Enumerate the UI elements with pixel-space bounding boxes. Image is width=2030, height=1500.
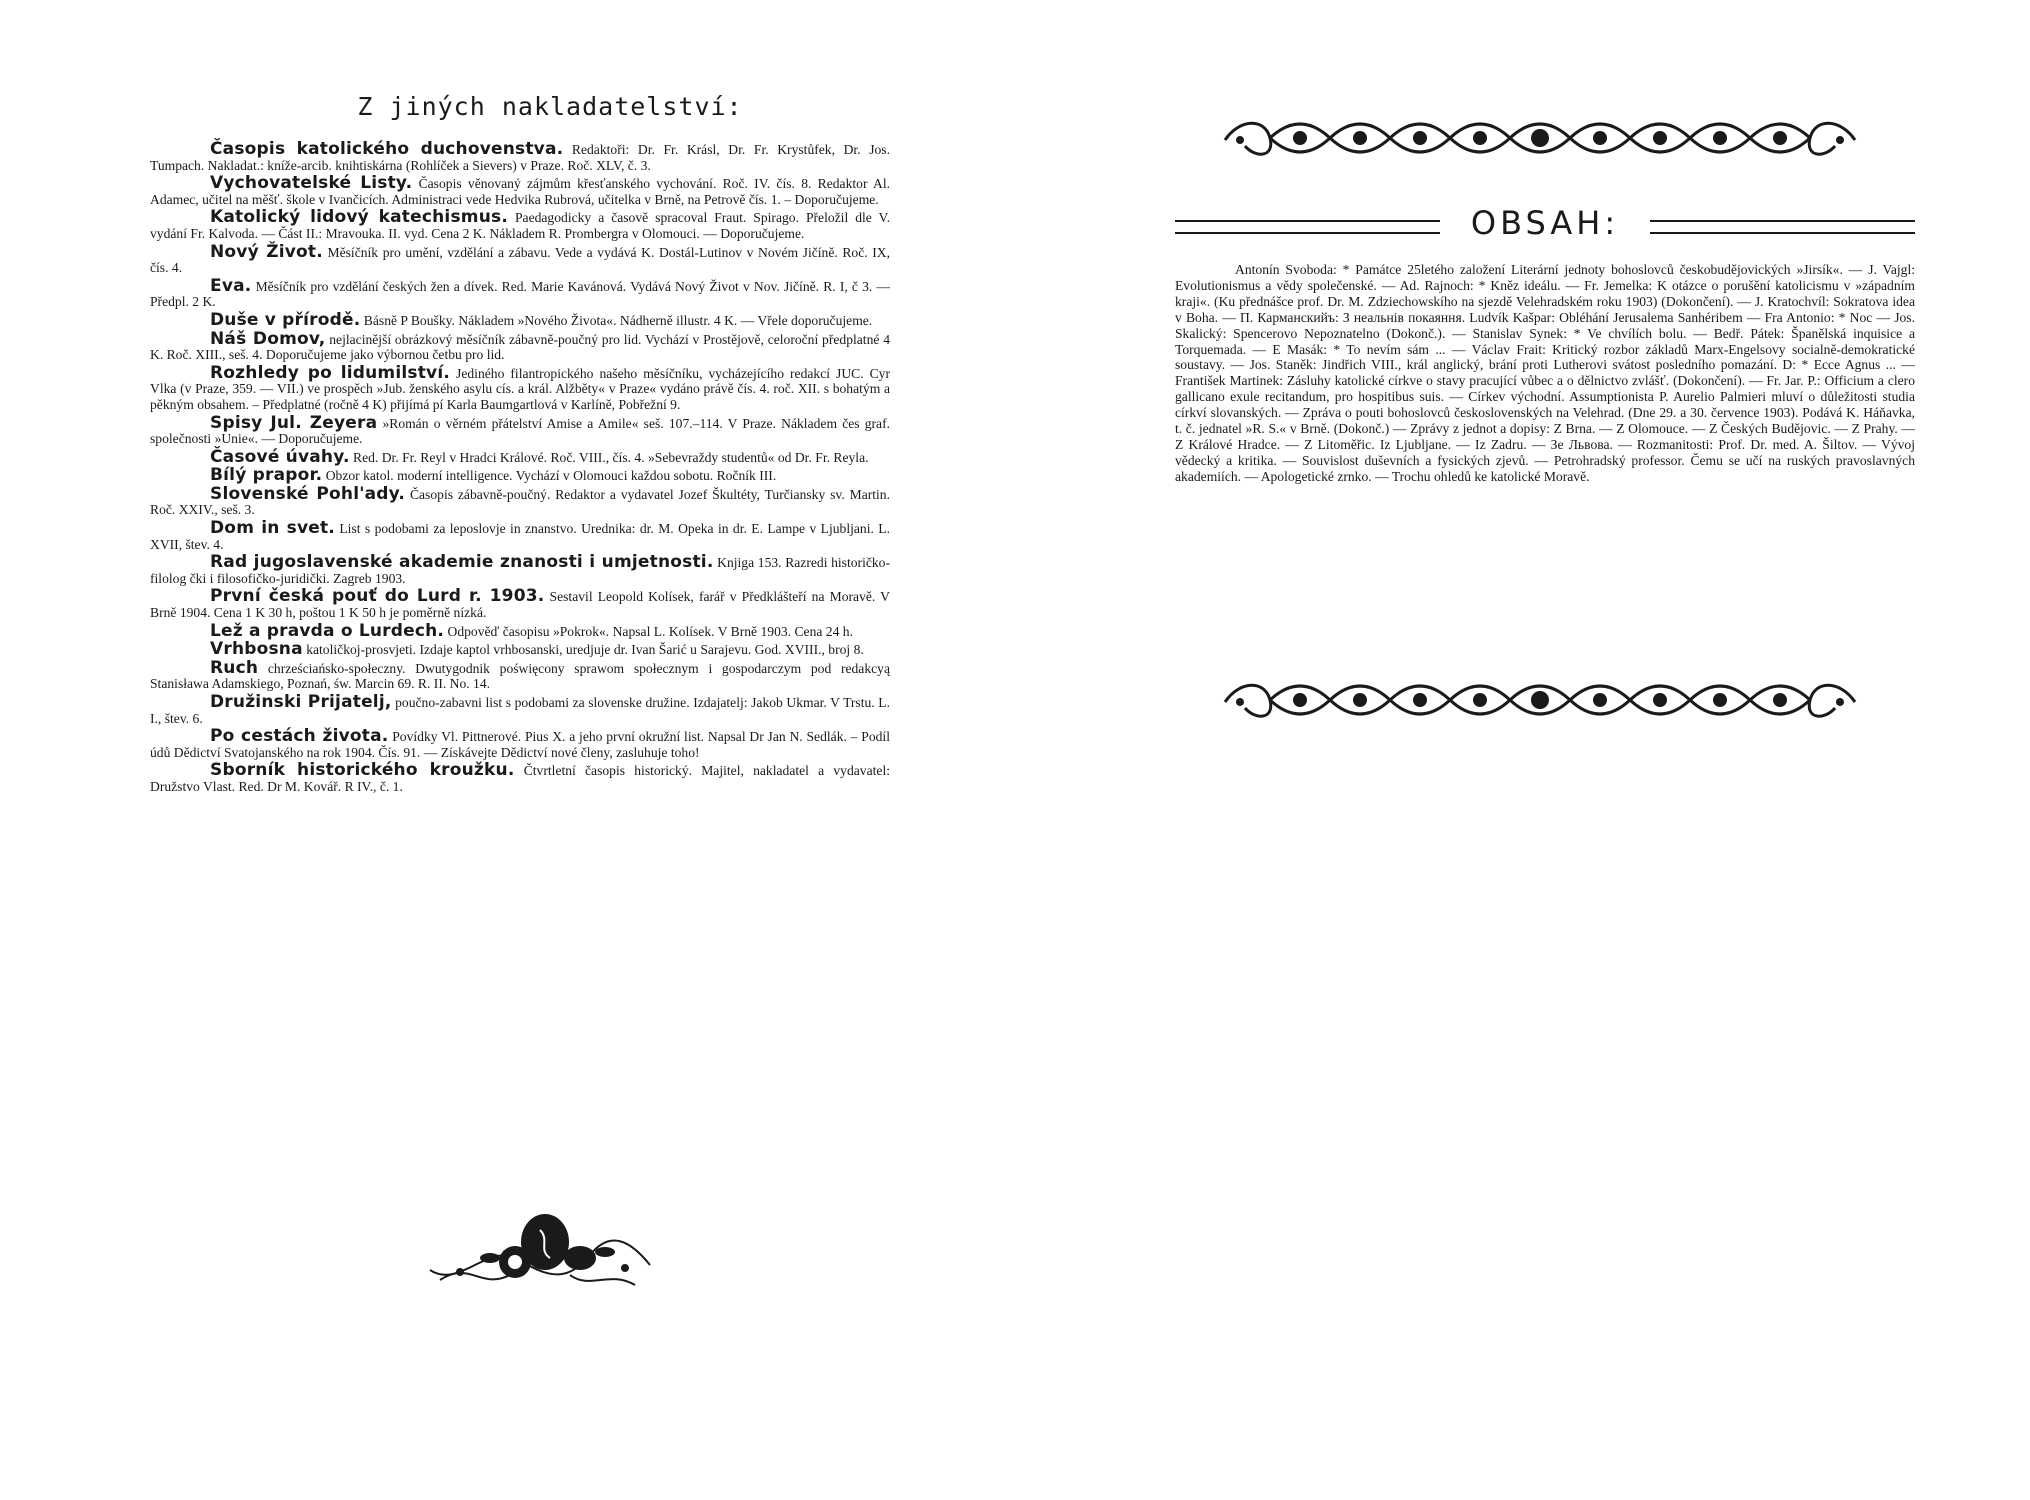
entry-text: Redaktoři: Dr. Fr. Krásl, Dr. Fr. Krystůfek, Dr. Jos. Tumpach. Nakladat.: kníže-arcib. knihtiskárna (Rohlíček a Sievers) v Praze. Roč. XLV, č. 3. <box>150 142 890 173</box>
entry-title: Duše v přírodě. <box>210 309 361 330</box>
entry-text: katoličkoj-prosvjeti. Izdaje kaptol vrhbosanski, uredjuje dr. Ivan Šarić u Sarajevu. God. XVIII., broj 8. <box>306 642 864 658</box>
entry-text: Red. Dr. Fr. Reyl v Hradci Králové. Roč. VIII., čís. 4. »Sebevraždy studentů« od Dr. Fr. Reyla. <box>353 449 869 465</box>
list-item <box>150 465 890 486</box>
list-item <box>150 692 890 726</box>
entry-title: Po cestách života. <box>210 726 389 747</box>
entry-title: Vychovatelské Listy. <box>210 173 413 194</box>
list-item <box>150 639 890 660</box>
list-item <box>150 446 890 467</box>
entry-text: Časopis zábavně-poučný. Redaktor a vydavatel Jozef Škultéty, Turčiansky sv. Martin. Roč. XXIV., seš. 3. <box>150 486 891 518</box>
list-item <box>150 207 890 241</box>
entry-text: Jediného filantropického našeho měsíčníku, vycházejícího redakcí JUC. Cyr Vlka (v Praze, 359. — VII.) ve prospěch »Jub. ženského asylu cís. a král. Alžběty« v Praze« vydáno právě čís. 4. roč. XII. s bohatým a pěkným obsahem. – Předplatné (ročně 4 K) přijímá pí Karla Baumgartlová v Karlíně, Pobřežní 9. <box>150 365 891 412</box>
entry-text: Odpověď časopisu »Pokrok«. Napsal L. Kolísek. V Brně 1903. Cena 24 h. <box>447 623 853 639</box>
entry-text: Obzor katol. moderní intelligence. Vychází v Olomouci každou sobotu. Ročník III. <box>325 468 777 484</box>
entry-title: Katolický lidový katechismus. <box>210 207 508 228</box>
entry-title: Eva. <box>210 275 252 296</box>
publication-list <box>150 139 891 798</box>
contents-body: Antonín Svoboda: * Památce 25letého založení Literární jednoty bohoslovců českobudějovických »Jirsík«. — J. Vajgl: Evolutionismus a vědy společenské. — Ad. Rajnoch: * Kněz ideálu. — Fr. Jemelka: K otázce o porušění katolicismu v »západním kraji«. (Ku přednášce prof. Dr. M. Zdziechowskího na sjezdě Velehradském roku 1903) (Dokončení). — J. Kratochvíl: Sokratova idea v Boha. — П. Карманскийъ: З неальнів покаяння. Ludvík Kašpar: Obléhání Jerusalema Sanhéribem — Fra Antonio: * Noc — Jos. Skalický: Spencerovo Nepoznatelno (Dokonč.). — Stanislav Synek: * Ve chvílích bolu. — Bedř. Pátek: Španělská inquisice a Torquemada. — E Masák: * To nevím sám ... — Václav Frait: Kritický rozbor základů Marx-Engelsovy socialně-demokratické soustavy. — Jos. Staněk: Jindřich VIII., král anglický, brání proti Lutherovi svátost posledního pomazání. D: * Ecce Agnus ... — František Martinek: Zásluhy katolické církve o stavy pracující vůbec a o dělnictvo zvlášť. (Dokončení). — Fr. Jar. P.: Officium a clero gallicano exule recitandum, pro hospitibus suis. — Církev východní. Assumptionista P. Aurelio Palmieri mluví o důležitosti studia církví slovanských. — Zpráva o pouti bohoslovců československých na Velehrad. (Dne 29. a 30. července 1903). Podává K. Háňavka, t. č. jednatel »R. S.« v Brně. (Dokonč.) — Zprávy z jednot a dopisy: Z Brna. — Z Olomouce. — Z Českých Budějovic. — Z Prahy. — Z Králové Hradce. — Z Litoměřic. Iz Ljubljane. — Iz Zadru. — Зе Львова. — Rozmanitosti: Prof. Dr. med. A. Šiltov. — Vývoj vědecký a kritika. — Souvislost duševních a fysických zjevů. — Petrohradský professor. Čemu se učí na ruských pravoslavných akademiích. — Apologetické zrnko. — Trochu ohledů ke katolické Moravě. <box>1175 262 1915 484</box>
ornament-band-icon <box>1210 98 1870 178</box>
list-item <box>150 309 890 330</box>
list-item <box>150 275 891 310</box>
divider <box>1175 220 1440 234</box>
entry-title: Sborník historického kroužku. <box>210 760 515 781</box>
entry-text: Povídky Vl. Pittnerové. Pius X. a jeho první okružní list. Napsal Dr Jan N. Sedlák. – Podíl údů Dědictví Svatojanského na rok 1904. Čís. 91. — Získávejte Dědictví nové členy, zasluhuje toho! <box>150 729 890 760</box>
entry-title: První česká pouť do Lurd r. 1903. <box>210 586 545 607</box>
list-item <box>150 620 890 641</box>
page-title: Z jiných nakladatelství: <box>357 92 743 121</box>
contents-title: OBSAH: <box>1470 204 1620 242</box>
list-item <box>150 328 890 363</box>
entry-title: Nový Život. <box>210 241 323 262</box>
list-item <box>150 483 891 518</box>
entry-text: Čtvrtletní časopis historický. Majitel, nakladatel a vydavatel: Družstvo Vlast. Red. Dr M. Kovář. R IV., č. 1. <box>150 763 890 794</box>
entry-title: Dom in svet. <box>210 518 335 539</box>
entry-text: Měsíčník pro umění, vzdělání a zábavu. Vede a vydává K. Dostál-Lutinov v Novém Jičíně. Roč. IX, čís. 4. <box>150 244 890 276</box>
list-item <box>150 139 890 173</box>
right-page <box>1015 0 2030 1500</box>
list-item <box>150 586 890 621</box>
list-item <box>150 241 890 276</box>
entry-text: nejlacinější obrázkový měsíčník zábavně-poučný pro lid. Vychází v Prostějově, celoroční předplatné 4 K. Roč. XIII., seš. 4. Doporučujeme jako výbornou četbu pro lid. <box>150 331 890 363</box>
entry-text: Měsíčník pro vzdělání českých žen a dívek. Red. Marie Kavánová. Vydává Nový Život v Nov. Jičíně. R. I, č 3. — Předpl. 2 K. <box>150 278 891 310</box>
list-item <box>150 518 890 552</box>
entry-title: Časové úvahy. <box>210 446 350 467</box>
entry-title: Náš Domov, <box>210 328 326 349</box>
entry-title: Spisy Jul. Zeyera <box>210 412 378 433</box>
entry-title: Ruch <box>210 657 259 678</box>
entry-title: Slovenské Pohl'ady. <box>210 483 406 504</box>
list-item <box>150 173 890 207</box>
entry-text: Paedagodicky a časově spracoval Fraut. Spirago. Přeložil dle V. vydání Fr. Kalvoda. — Část II.: Mravouka. II. vyd. Cena 2 K. Nákladem R. Prombergra v Olomouci. — Doporučujeme. <box>150 210 890 241</box>
list-item <box>150 552 890 586</box>
entry-text: Sestavil Leopold Kolísek, farář v Předklášteří na Moravě. V Brně 1904. Cena 1 K 30 h, poštou 1 K 50 h je poměrně nízká. <box>150 589 890 621</box>
entry-title: Časopis katolického duchovenstva. <box>210 139 564 159</box>
entry-title: Lež a pravda o Lurdech. <box>210 620 445 641</box>
entry-title: Rad jugoslavenské akademie znanosti i umjetnosti. <box>210 552 714 573</box>
entry-text: poučno-zabavni list s podobami za slovenske družine. Izdajatelj: Jakob Ukmar. V Trstu. L. I., štev. 6. <box>150 695 890 726</box>
entry-text: Časopis věnovaný zájmům křesťanského vychování. Roč. IV. čís. 8. Redaktor Al. Adamec, učitel na měšť. škole v Ivančicích. Administraci vede Hedvika Rubrová, učitelka v Brně, na Petrově čís. 1. – Doporučujeme. <box>150 176 890 207</box>
list-item <box>150 412 891 447</box>
entry-title: Družinski Prijatelj, <box>210 692 392 712</box>
list-item <box>150 362 891 413</box>
entry-text: Knjiga 153. Razredi historičko-filolog čki i filosofičko-juridički. Zagreb 1903. <box>150 555 890 586</box>
entry-text: List s podobami za leposlovje in znanstvo. Urednika: dr. M. Opeka in dr. E. Lampe v Ljubljani. L. XVII, štev. 4. <box>150 521 890 552</box>
ornament-band-icon <box>1210 660 1870 740</box>
entry-text: Básně P Boušky. Nákladem »Nového Života«. Nádherně illustr. 4 K. — Vřele doporučujeme. <box>363 312 873 328</box>
entry-text: chrześciańsko-społeczny. Dwutygodnik poświęcony sprawom społecznym i gospodarczym pod redakcyą Stanisława Adamskiego, Poznań, św. Marcin 69. R. II. No. 14. <box>150 660 891 692</box>
list-item <box>150 726 890 760</box>
floral-vignette-icon <box>420 1200 660 1300</box>
entry-text: »Román o věrném přátelství Amise a Amile« seš. 107.–114. V Praze. Nákladem čes graf. společnosti »Unie«. — Doporučujeme. <box>150 415 891 447</box>
list-item <box>150 657 891 692</box>
contents-heading <box>1175 202 1915 252</box>
entry-title: Vrhbosna <box>210 639 303 660</box>
list-item <box>150 760 890 794</box>
entry-title: Rozhledy po lidumilství. <box>210 362 451 383</box>
entry-title: Bílý prapor. <box>210 465 323 486</box>
divider <box>1650 220 1915 234</box>
